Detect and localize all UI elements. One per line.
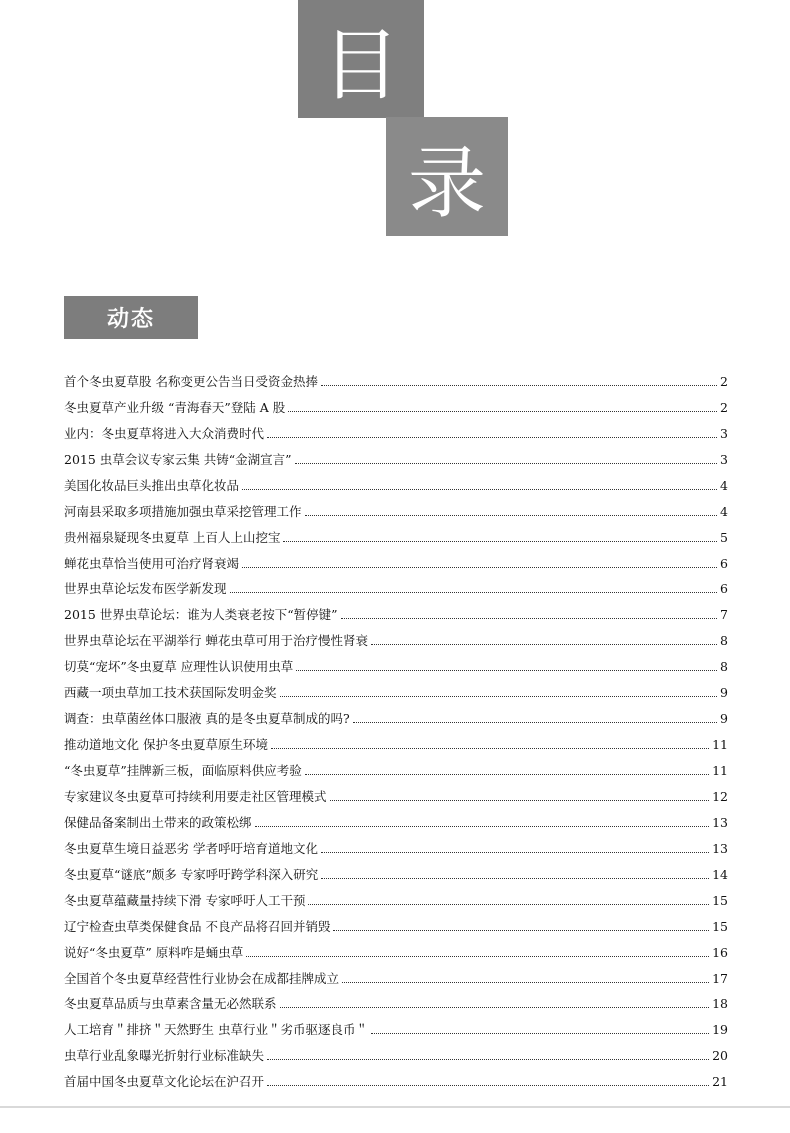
toc-dot-leader [342, 982, 709, 983]
toc-entry-title: 冬虫夏草品质与虫草素含量无必然联系 [64, 996, 277, 1012]
toc-entry-title: 冬虫夏草蕴藏量持续下滑 专家呼吁人工干预 [64, 892, 306, 908]
toc-entry-page: 15 [712, 892, 728, 908]
toc-entry-page: 6 [720, 581, 728, 597]
toc-entry[interactable] [64, 831, 728, 857]
table-of-contents [64, 364, 728, 1090]
toc-entry-title: 虫草行业乱象曝光折射行业标准缺失 [64, 1048, 265, 1064]
bottom-divider [0, 1106, 790, 1108]
toc-entry-page: 8 [720, 633, 728, 649]
toc-entry-page: 9 [720, 711, 728, 727]
toc-dot-leader [321, 852, 709, 853]
toc-dot-leader [341, 618, 717, 619]
toc-entry[interactable] [64, 390, 728, 416]
toc-entry-page: 13 [712, 840, 728, 856]
toc-entry[interactable] [64, 364, 728, 390]
toc-dot-leader [295, 463, 717, 464]
toc-entry[interactable] [64, 649, 728, 675]
toc-entry-page: 3 [720, 425, 728, 441]
toc-entry-title: 保健品备案制出土带来的政策松绑 [64, 814, 252, 830]
toc-dot-leader [305, 774, 709, 775]
toc-entry-page: 4 [720, 503, 728, 519]
toc-dot-leader [353, 722, 717, 723]
toc-dot-leader [267, 1059, 709, 1060]
toc-entry-page: 18 [712, 996, 728, 1012]
toc-entry[interactable] [64, 909, 728, 935]
title-char-lu: 录 [386, 117, 508, 236]
toc-dot-leader [246, 956, 709, 957]
toc-entry[interactable] [64, 572, 728, 598]
toc-dot-leader [371, 1033, 709, 1034]
toc-entry-title: 专家建议冬虫夏草可持续利用要走社区管理模式 [64, 788, 327, 804]
toc-entry[interactable] [64, 779, 728, 805]
toc-entry-page: 11 [712, 737, 728, 753]
toc-entry[interactable] [64, 1012, 728, 1038]
toc-entry[interactable] [64, 416, 728, 442]
toc-entry-page: 2 [720, 399, 728, 415]
toc-entry-title: 调查：虫草菌丝体口服液 真的是冬虫夏草制成的吗? [64, 711, 350, 727]
toc-entry-page: 3 [720, 451, 728, 467]
toc-entry-title: 说好“冬虫夏草” 原料咋是蛹虫草 [64, 944, 244, 960]
toc-entry-page: 12 [712, 788, 728, 804]
toc-entry-page: 15 [712, 918, 728, 934]
toc-entry-title: 世界虫草论坛发布医学新发现 [64, 581, 227, 597]
toc-dot-leader [330, 800, 710, 801]
toc-dot-leader [267, 437, 717, 438]
toc-entry[interactable] [64, 468, 728, 494]
toc-entry-title: 人工培育＂排挤＂天然野生 虫草行业＂劣币驱逐良币＂ [64, 1022, 368, 1038]
toc-dot-leader [242, 567, 717, 568]
toc-dot-leader [308, 904, 709, 905]
toc-entry-title: 蝉花虫草恰当使用可治疗肾衰竭 [64, 555, 240, 571]
toc-entry-page: 20 [712, 1048, 728, 1064]
toc-entry-page: 7 [720, 607, 728, 623]
toc-dot-leader [280, 1007, 710, 1008]
toc-entry[interactable] [64, 1064, 728, 1090]
toc-entry[interactable] [64, 727, 728, 753]
toc-entry[interactable] [64, 753, 728, 779]
toc-entry-title: 推动道地文化 保护冬虫夏草原生环境 [64, 737, 268, 753]
toc-dot-leader [230, 592, 717, 593]
toc-entry-page: 19 [712, 1022, 728, 1038]
toc-entry-title: 西藏一项虫草加工技术获国际发明金奖 [64, 685, 277, 701]
toc-entry-page: 14 [712, 866, 728, 882]
toc-entry[interactable] [64, 597, 728, 623]
toc-entry[interactable] [64, 701, 728, 727]
toc-dot-leader [267, 1085, 709, 1086]
toc-entry-page: 17 [712, 970, 728, 986]
toc-entry-title: 首届中国冬虫夏草文化论坛在沪召开 [64, 1074, 265, 1090]
toc-entry[interactable] [64, 805, 728, 831]
toc-dot-leader [305, 515, 717, 516]
toc-entry[interactable] [64, 623, 728, 649]
toc-dot-leader [271, 748, 709, 749]
toc-entry[interactable] [64, 520, 728, 546]
toc-entry-page: 5 [720, 529, 728, 545]
toc-entry-title: 首个冬虫夏草股 名称变更公告当日受资金热捧 [64, 373, 318, 389]
section-label: 动态 [64, 296, 198, 339]
toc-entry-title: 世界虫草论坛在平湖举行 蝉花虫草可用于治疗慢性肾衰 [64, 633, 368, 649]
toc-dot-leader [280, 696, 717, 697]
toc-entry[interactable] [64, 987, 728, 1013]
toc-entry[interactable] [64, 442, 728, 468]
toc-dot-leader [333, 930, 709, 931]
toc-entry-title: 冬虫夏草“谜底”颇多 专家呼吁跨学科深入研究 [64, 866, 319, 882]
toc-entry-page: 2 [720, 373, 728, 389]
toc-entry[interactable] [64, 935, 728, 961]
toc-entry-title: 冬虫夏草产业升级 “青海春天”登陆 A 股 [64, 399, 286, 415]
toc-entry-title: 2015 虫草会议专家云集 共铸“金湖宣言” [64, 451, 292, 467]
toc-entry-page: 6 [720, 555, 728, 571]
toc-entry-title: 全国首个冬虫夏草经营性行业协会在成都挂牌成立 [64, 970, 340, 986]
toc-entry-page: 21 [712, 1074, 728, 1090]
toc-entry[interactable] [64, 1038, 728, 1064]
toc-entry[interactable] [64, 883, 728, 909]
toc-entry-page: 16 [712, 944, 728, 960]
toc-entry[interactable] [64, 961, 728, 987]
toc-dot-leader [255, 826, 710, 827]
toc-entry-title: 业内：冬虫夏草将进入大众消费时代 [64, 425, 265, 441]
toc-dot-leader [288, 411, 717, 412]
toc-dot-leader [371, 644, 717, 645]
toc-entry-title: 美国化妆品巨头推出虫草化妆品 [64, 477, 240, 493]
toc-entry-page: 8 [720, 659, 728, 675]
toc-entry[interactable] [64, 546, 728, 572]
toc-entry-page: 13 [712, 814, 728, 830]
toc-dot-leader [242, 489, 717, 490]
toc-entry-page: 9 [720, 685, 728, 701]
toc-entry-title: 河南县采取多项措施加强虫草采挖管理工作 [64, 503, 302, 519]
toc-entry[interactable] [64, 494, 728, 520]
toc-entry-title: 辽宁检查虫草类保健食品 不良产品将召回并销毁 [64, 918, 331, 934]
title-char-mu: 目 [298, 0, 424, 118]
toc-entry-title: 切莫“宠坏”冬虫夏草 应理性认识使用虫草 [64, 659, 294, 675]
toc-entry-title: “冬虫夏草”挂牌新三板，面临原料供应考验 [64, 763, 302, 778]
toc-entry-page: 4 [720, 477, 728, 493]
toc-entry-title: 冬虫夏草生境日益恶劣 学者呼吁培育道地文化 [64, 840, 318, 856]
toc-dot-leader [296, 670, 717, 671]
toc-entry-page: 11 [712, 763, 728, 778]
toc-entry[interactable] [64, 857, 728, 883]
toc-dot-leader [283, 541, 717, 542]
toc-dot-leader [321, 385, 717, 386]
toc-entry[interactable] [64, 675, 728, 701]
toc-entry-title: 贵州福泉疑现冬虫夏草 上百人上山挖宝 [64, 529, 281, 545]
toc-entry-title: 2015 世界虫草论坛：谁为人类衰老按下“暂停键” [64, 607, 338, 623]
toc-dot-leader [321, 878, 709, 879]
